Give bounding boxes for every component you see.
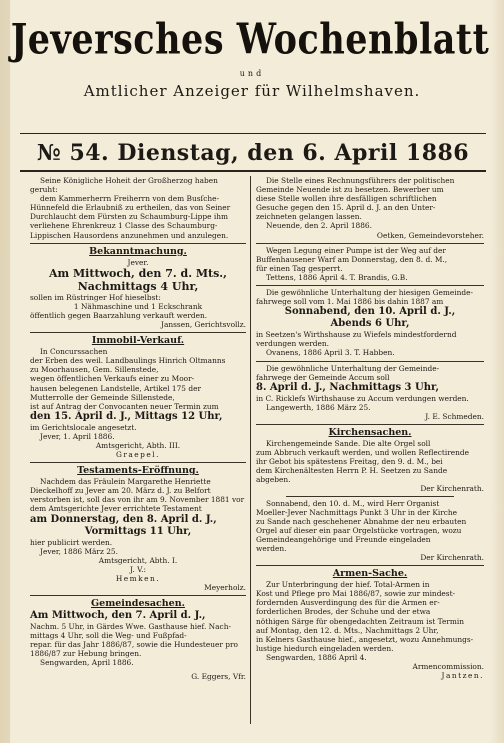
notice-line: dem Amtsgerichte Jever errichtete Testament: [30, 504, 202, 514]
notice-line: hausen belegenen Landstelle, Artikel 175 der: [30, 383, 201, 393]
notice-line: Dieckelhoff zu Jever am 20. März d. J. zu Belfort: [30, 486, 211, 496]
divider: [256, 361, 484, 362]
notice-line: Die gewöhnliche Unterhaltung der hiesigen Gemeinde-: [266, 288, 473, 298]
notice-line: Mutterrolle der Gemeinde Sillenstede,: [30, 392, 175, 402]
notice-line: ihr Gebot bis spätestens Freitag, den 9. d. M., bei: [256, 457, 443, 467]
dateline-rule: [20, 170, 486, 172]
notice-line: Langewerth, 1886 März 25.: [266, 402, 371, 412]
right-column: [256, 176, 484, 680]
notice-line: Gesuche gegen den 15. April d. J. an den Unter-: [256, 203, 436, 213]
date-line: 8. April d. J., Nachmittags 3 Uhr,: [256, 381, 440, 393]
notice-line: hier publicirt werden.: [30, 537, 113, 547]
notice-line: für einen Tag gesperrt.: [256, 263, 343, 273]
notice-line: fahrwege soll vom 1. Mai 1886 bis dahin 1887 am: [256, 297, 444, 307]
notice-line: Nachm. 5 Uhr, in Gärdes Wwe. Gasthause hief. Nach-: [30, 622, 231, 632]
notice-line: sollen im Rüstringer Hof hieselbst:: [30, 292, 161, 302]
left-column: [30, 176, 246, 681]
notice-line: verliehene Ehrenkreuz 1 Classe des Schaumburg-: [30, 221, 218, 231]
section-heading: Bekanntmachung.: [89, 245, 187, 257]
divider: [30, 332, 246, 333]
divider: [286, 496, 454, 497]
notice-line: Sengwarden, 1886 April 4.: [266, 652, 367, 662]
time-line: Vormittags 11 Uhr,: [84, 525, 192, 537]
court-line: Amtsgericht, Abth. I.: [98, 555, 178, 565]
signature: J. E. Schmeden.: [425, 411, 484, 421]
place-line: Jever.: [127, 257, 149, 267]
signature: Armencommission.: [412, 662, 484, 672]
notice-line: nöthigen Särge für obengedachten Zeitraum ist Termin: [256, 616, 465, 626]
divider: [256, 285, 484, 286]
notice-line: Lippischen Hausordens anzunehmen und anzulegen.: [30, 230, 229, 240]
page-spine: [0, 0, 10, 743]
masthead-und: und: [239, 69, 265, 78]
divider: [256, 424, 484, 425]
section-heading: Armen-Sache.: [332, 568, 408, 580]
notice-line: Moeller-Jever Nachmittags Punkt 3 Uhr in der Kirche: [256, 507, 458, 517]
notice-line: werden.: [256, 544, 287, 553]
notice-line: zu Sande nach geschehener Abnahme der neu erbauten: [256, 516, 467, 526]
section-heading: Immobil-Verkauf.: [91, 335, 185, 347]
notice-line: zum Abbruch verkauft werden, und wollen Reflectirende: [256, 448, 470, 458]
notice-line: wegen öffentlichen Verkaufs einer zu Moor-: [30, 374, 195, 384]
notice-line: geruht:: [30, 185, 58, 195]
notice-line: in Seetzen's Wirthshause zu Wiefels mindestfordernd: [256, 330, 457, 340]
top-rule: [20, 133, 486, 134]
date-line: den 15. April d. J., Mittags 12 Uhr,: [30, 410, 223, 422]
notice-line: abgeben.: [256, 475, 291, 485]
signature: G. Eggers, Vfr.: [191, 671, 246, 681]
notice-line: diese Stelle wollen ihre desfälligen schriftlichen: [256, 194, 437, 204]
masthead-subtitle: Amtlicher Anzeiger für Wilhelmshaven.: [83, 82, 421, 100]
notice-line: Tettens, 1886 April 4. T. Brandis, G.B.: [266, 272, 408, 282]
date-line: Am Mittwoch, den 7. April d. J.,: [30, 610, 206, 622]
notice-line: Gemeindeangehörige und Freunde eingeladen: [256, 534, 431, 544]
notice-line: 1 Nähmaschine und 1 Eckschrank: [73, 301, 203, 311]
notice-line: In Concurssachen: [40, 347, 108, 357]
divider: [30, 462, 246, 463]
time-line: Abends 6 Uhr,: [330, 318, 410, 330]
notice-line: Durchlaucht dem Fürsten zu Schaumburg-Lippe ihm: [30, 212, 228, 222]
notice-line: Hünnefeld die Erlaubniß zu ertheilen, das von Seiner: [30, 203, 231, 213]
date-line: Am Mittwoch, den 7. d. Mts.,: [49, 266, 227, 280]
notice-line: forderlichen Brodes, der Schuhe und der etwa: [256, 607, 431, 617]
notice-line: Kirchengemeinde Sande. Die alte Orgel soll: [266, 438, 431, 448]
date-line: am Donnerstag, den 8. April d. J.,: [30, 513, 217, 525]
signature: Jantzen.: [441, 671, 484, 681]
notice-line: Sonnabend, den 10. d. M., wird Herr Organist: [266, 498, 440, 508]
section-heading: Kirchensachen.: [328, 426, 412, 438]
notice-line: in Kelners Gasthause hief., angesetzt, wozu Annehmungs-: [256, 634, 474, 644]
notice-line: öffentlich gegen Baarzahlung verkauft werden.: [30, 310, 208, 320]
divider: [256, 243, 484, 244]
notice-line: dem Kirchenältesten Herrn P. H. Seetzen zu Sande: [256, 466, 448, 476]
notice-line: ist auf Antrag der Convocanten neuer Termin zum: [30, 401, 219, 411]
jv-line: J. V.:: [130, 564, 146, 574]
time-line: Nachmittags 4 Uhr,: [77, 279, 199, 293]
notice-line: 1886/87 zur Hebung bringen.: [30, 649, 142, 659]
notice-line: fahrwege der Gemeinde Accum soll: [256, 372, 390, 382]
notice-line: Sengwarden, April 1886.: [40, 658, 134, 668]
notice-line: Jever, 1. April 1886.: [40, 431, 115, 441]
notice-line: Neuende, den 2. April 1886.: [266, 221, 372, 231]
notice-line: lustige hiedurch eingeladen werden.: [256, 643, 394, 653]
signature: Graepel.: [115, 450, 161, 460]
royal-notice: [30, 176, 246, 240]
signature: Der Kirchenrath.: [420, 553, 484, 563]
notice-line: verstorben ist, soll das von ihr am 9. November 1881 vor: [30, 495, 245, 505]
notice-line: Orgel auf dieser ein paar Orgelstücke vortragen, wozu: [256, 525, 462, 535]
notice-line: Zur Unterbringung der hief. Total-Armen in: [266, 580, 430, 590]
notice-line: mittags 4 Uhr, soll die Weg- und Fußpfad-: [30, 631, 187, 641]
divider: [30, 243, 246, 244]
notice-line: Die gewöhnliche Unterhaltung der Gemeinde-: [266, 363, 440, 373]
notice-line: Buffenhausener Warf am Donnerstag, den 8. d. M.,: [256, 254, 448, 264]
notice-line: verdungen werden.: [256, 339, 329, 349]
masthead-title: Jeversches Wochenblatt: [10, 14, 490, 65]
notice-line: fordernden Ausverdingung des für die Armen er-: [256, 598, 440, 608]
court-line: Amtsgericht, Abth. III.: [95, 440, 181, 450]
notice-line: in C. Ricklefs Wirthshause zu Accum verdungen werden.: [256, 393, 469, 403]
notice-line: Wegen Legung einer Pumpe ist der Weg auf der: [266, 245, 446, 255]
signature: Meyerholz.: [204, 583, 246, 592]
notice-line: Nachdem das Fräulein Margarethe Henriette: [40, 477, 211, 487]
signature: Oetken, Gemeindevorsteher.: [376, 230, 484, 240]
date-line: Sonnabend, den 10. April d. J.,: [284, 306, 456, 318]
notice-line: Ovanens, 1886 April 3. T. Habben.: [266, 348, 395, 358]
signature: Hemken.: [115, 573, 161, 583]
notice-line: Jever, 1886 März 25.: [40, 546, 118, 556]
notice-line: zu Moorhausen, Gem. Sillenstede,: [30, 365, 159, 375]
notice-line: Die Stelle eines Rechnungsführers der politischen: [266, 176, 455, 185]
section-heading: Testaments-Eröffnung.: [77, 465, 199, 477]
notice-line: auf Montag, den 12. d. Mts., Nachmittags 2 Uhr,: [256, 625, 439, 635]
notice-line: Gemeinde Neuende ist zu besetzen. Bewerber um: [256, 185, 444, 195]
notice-line: zeichneten gelangen lassen.: [256, 212, 362, 222]
section-heading: Gemeindesachen.: [91, 598, 185, 610]
signature: Der Kirchenrath.: [420, 484, 484, 494]
notice-line: im Gerichtslocale angesetzt.: [30, 422, 137, 432]
notice-line: Seine Königliche Hoheit der Großherzog haben: [40, 176, 218, 185]
dateline: № 54. Dienstag, den 6. April 1886: [36, 140, 470, 166]
notice-line: Kost und Pflege pro Mai 1886/87, sowie zur mindest-: [256, 589, 456, 599]
divider: [256, 565, 484, 566]
signature: Janssen, Gerichtsvollz.: [161, 320, 246, 330]
divider: [30, 595, 246, 596]
notice-line: dem Kammerherrn Freiherrn von dem Busſche-: [40, 194, 220, 204]
notice-line: der Erben des weil. Landbaulings Hinrich Oltmanns: [30, 356, 226, 366]
column-divider: [250, 176, 251, 724]
notice-line: repar. für das Jahr 1886/87, sowie die Hundesteuer pro: [30, 640, 238, 650]
